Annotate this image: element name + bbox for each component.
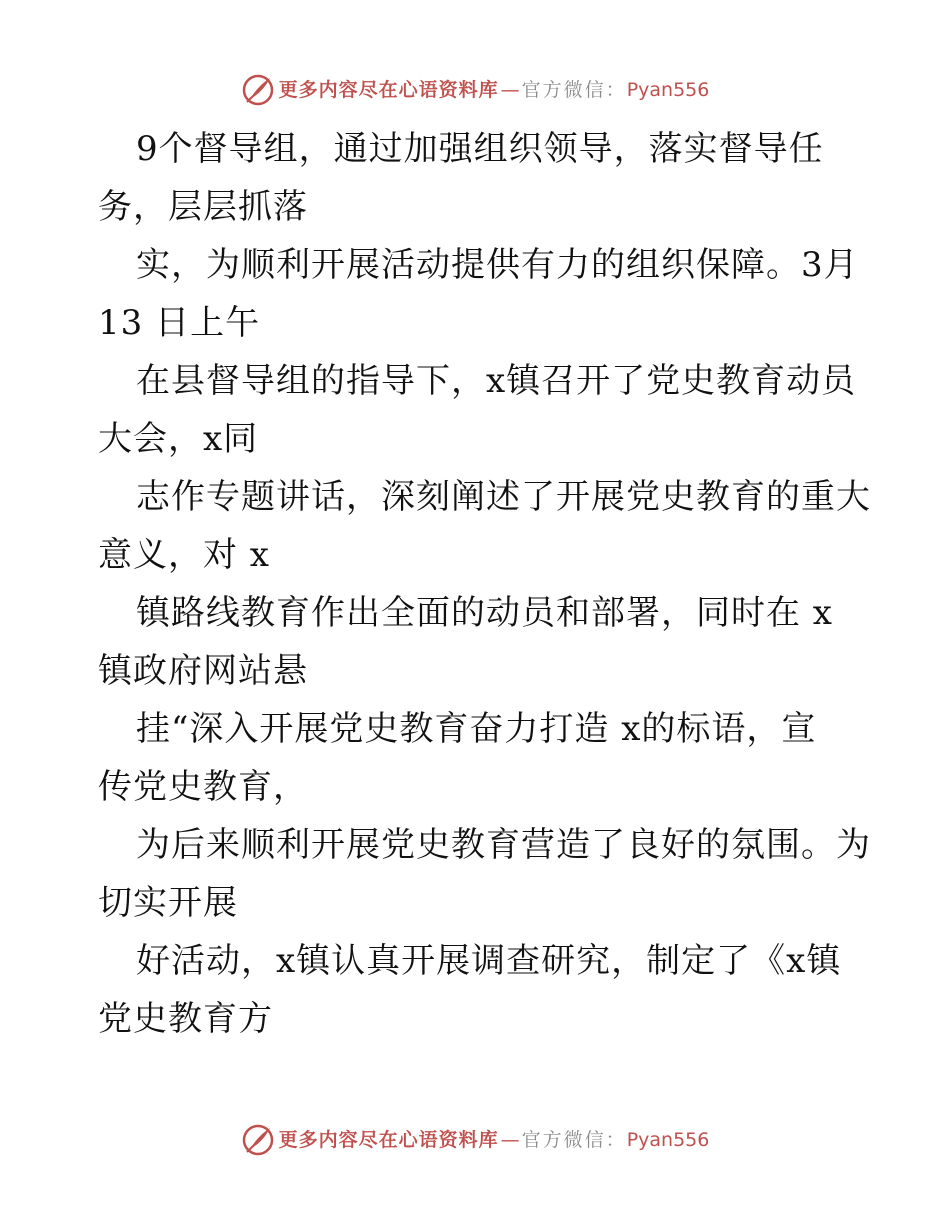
body-line: 传党史教育， <box>98 767 308 807</box>
body-line: 大会，x同 <box>98 419 259 459</box>
body-line: 意义，对 x <box>98 535 270 575</box>
banner-text: 更多内容尽在心语资料库 <box>278 1128 499 1151</box>
feather-pen-logo-icon <box>241 1123 275 1157</box>
body-line: 挂“深入开展党史教育奋力打造 x的标语，宣 <box>136 709 817 749</box>
body-line: 党史教育方 <box>98 999 273 1039</box>
footer-banner <box>0 1120 950 1160</box>
feather-pen-logo-icon <box>241 73 275 107</box>
banner-wechat-label: 官方微信： <box>521 1128 627 1151</box>
banner-dash: — <box>500 1128 520 1151</box>
body-line: 在县督导组的指导下，x镇召开了党史教育动员 <box>136 361 857 401</box>
body-line: 务，层层抓落 <box>98 187 308 227</box>
body-line: 9个督导组，通过加强组织领导，落实督导任 <box>136 129 824 169</box>
header-banner <box>0 70 950 110</box>
body-line: 镇路线教育作出全面的动员和部署，同时在 x <box>136 593 833 633</box>
banner-wechat-label: 官方微信： <box>521 78 627 101</box>
banner-wechat-id: Pyan556 <box>626 1128 710 1151</box>
document-body <box>98 120 871 1048</box>
body-line: 切实开展 <box>98 883 238 923</box>
banner-wechat-id: Pyan556 <box>626 78 710 101</box>
body-line: 13 日上午 <box>98 303 261 343</box>
body-line: 实，为顺利开展活动提供有力的组织保障。3月 <box>136 245 859 285</box>
body-line: 志作专题讲话，深刻阐述了开展党史教育的重大 <box>136 477 871 517</box>
body-line: 为后来顺利开展党史教育营造了良好的氛围。为 <box>136 825 871 865</box>
banner-dash: — <box>500 78 520 101</box>
body-line: 镇政府网站悬 <box>98 651 308 691</box>
banner-text: 更多内容尽在心语资料库 <box>278 78 499 101</box>
body-line: 好活动，x镇认真开展调查研究，制定了《x镇 <box>136 941 842 981</box>
